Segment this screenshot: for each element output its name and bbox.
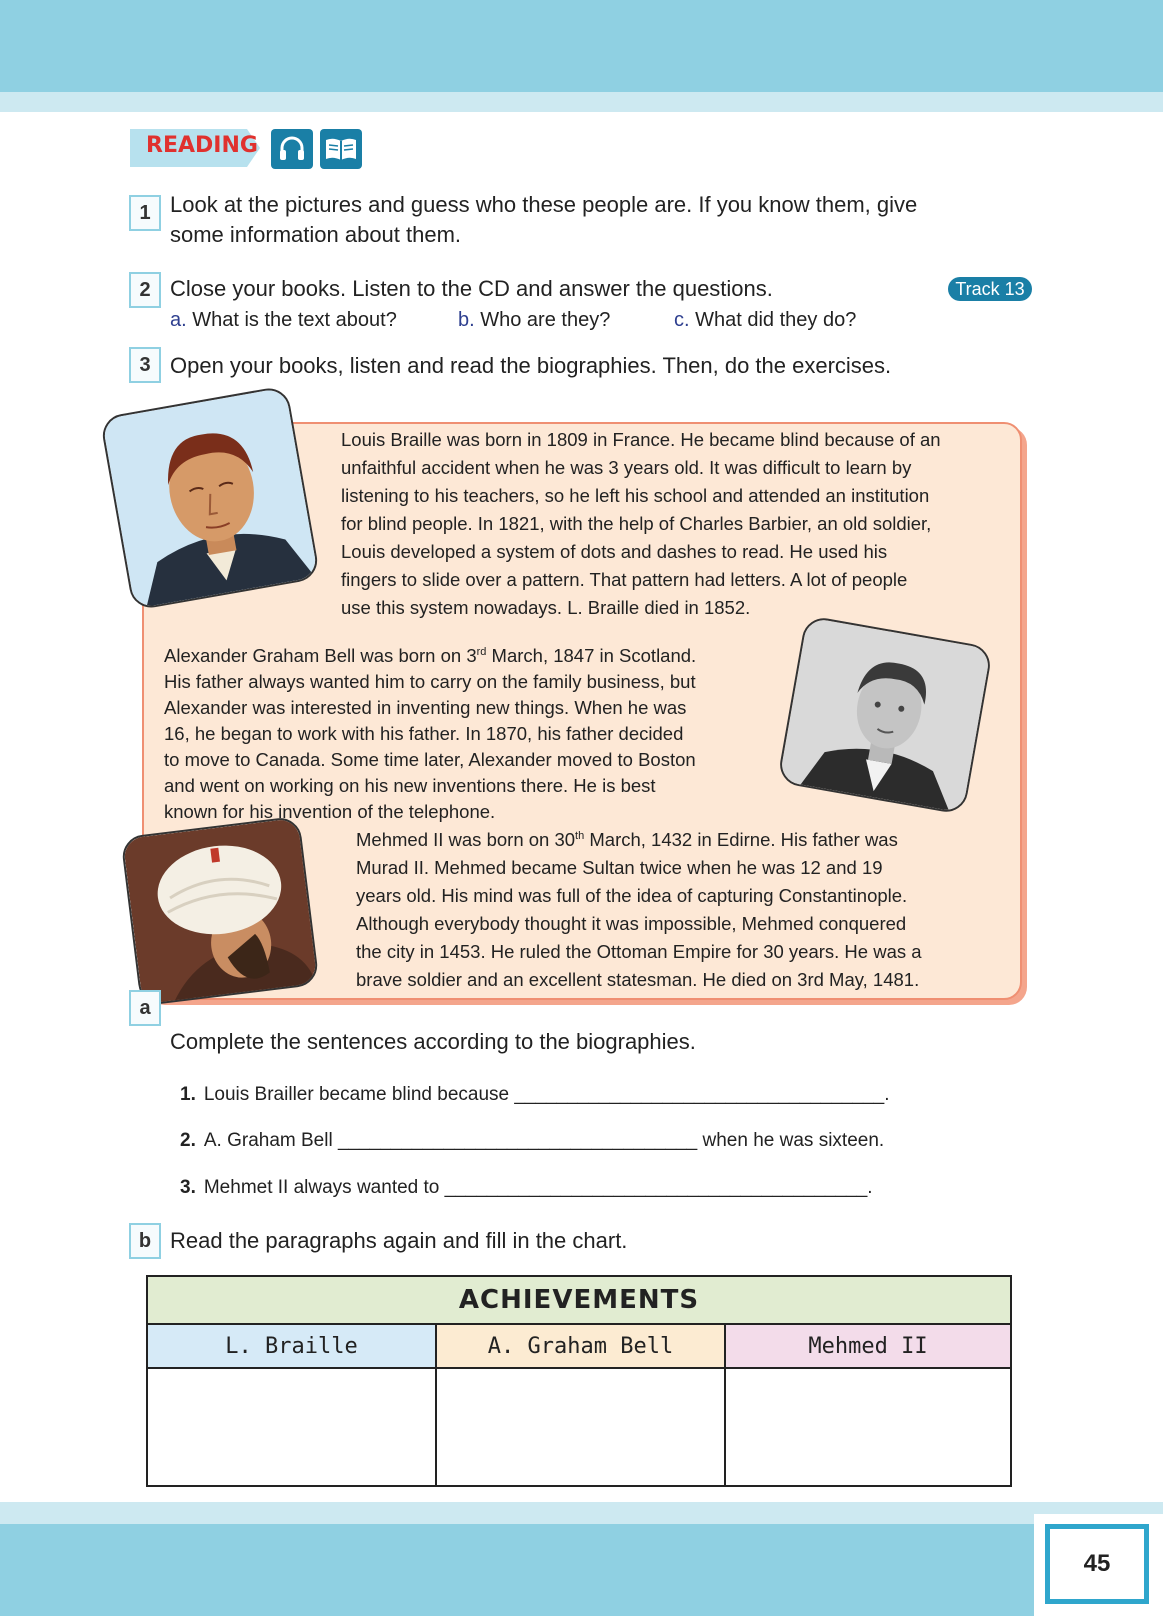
part-b-label: b <box>129 1223 161 1259</box>
sentence-2: 2. A. Graham Bell __________________________________ when he was sixteen. <box>180 1130 885 1151</box>
achievements-chart <box>146 1275 1012 1487</box>
part-a-title: Complete the sentences according to the biographies. <box>170 1029 696 1054</box>
bell-portrait <box>777 615 994 815</box>
exercise-1-line1: Look at the pictures and guess who these people are. If you know them, give <box>170 192 918 217</box>
exercise-1-number: 1 <box>129 195 161 231</box>
top-band <box>0 0 1163 92</box>
bottom-band-light <box>0 1502 1163 1524</box>
question-c: c. What did they do? <box>674 309 857 331</box>
open-book-icon <box>320 129 362 169</box>
bell-achievements-cell[interactable] <box>437 1371 724 1485</box>
braille-biography: Louis Braille was born in 1809 in France. He became blind because of an unfaithful accident when he was 3 years old. It was difficult to learn by listening to his teachers, so he left his school and attended an institution for blind people. In 1821, with the help of Charles Barbier, an old soldier, Louis developed a system of dots and dashes to read. He used his fingers to slide over a pattern. That pattern had letters. A lot of people use this system nowadays. L. Braille died in 1852. <box>341 429 941 618</box>
headphones-icon <box>271 129 313 169</box>
track-badge[interactable]: Track 13 <box>948 277 1032 301</box>
exercise-2-number: 2 <box>129 272 161 308</box>
mehmed-achievements-cell[interactable] <box>726 1371 1010 1485</box>
column-mehmed: Mehmed II <box>726 1325 1010 1369</box>
exercise-1-line2: some information about them. <box>170 222 462 247</box>
braille-achievements-cell[interactable] <box>148 1371 435 1485</box>
braille-portrait <box>99 385 320 611</box>
sentence-1: 1. Louis Brailler became blind because ___________________________________. <box>180 1084 890 1105</box>
column-bell: A. Graham Bell <box>437 1325 724 1369</box>
bell-biography: Alexander Graham Bell was born on 3rd March, 1847 in Scotland. His father always wanted him to carry on the family business, but Alexander was interested in inventing new things. When he was 16, he began to work with his father. In 1870, his father decided to move to Canada. Some time later, Alexander moved to Boston and went on working on his new inventions there. He is best known for his invention of the telephone. <box>164 645 697 823</box>
question-a: a. What is the text about? <box>170 309 397 331</box>
top-band-light <box>0 92 1163 112</box>
page-number: 45 <box>1045 1524 1149 1604</box>
mehmed-biography: Mehmed II was born on 30th March, 1432 in Edirne. His father was Murad II. Mehmed became Sultan twice when he was 12 and 19 years old. His mind was full of the idea of capturing Constantinople. Although everybody thought it was impossible, Mehmed conquered the city in 1453. He ruled the Ottoman Empire for 30 years. He was a brave soldier and an excellent statesman. He died on 3rd May, 1481. <box>356 829 922 991</box>
chart-title: ACHIEVEMENTS <box>148 1277 1010 1325</box>
exercise-3-text: Open your books, listen and read the biographies. Then, do the exercises. <box>170 353 892 378</box>
question-b: b. Who are they? <box>458 309 611 331</box>
bottom-band <box>0 1524 1163 1616</box>
mehmed-portrait <box>120 816 319 1007</box>
exercise-3-number: 3 <box>129 347 161 383</box>
exercise-2-text: Close your books. Listen to the CD and answer the questions. <box>170 276 773 301</box>
part-b-title: Read the paragraphs again and fill in the chart. <box>170 1228 628 1253</box>
sentence-3: 3. Mehmet II always wanted to ________________________________________. <box>180 1177 873 1198</box>
column-braille: L. Braille <box>148 1325 435 1369</box>
section-label: READING <box>146 133 258 158</box>
part-a-label: a <box>129 990 161 1026</box>
